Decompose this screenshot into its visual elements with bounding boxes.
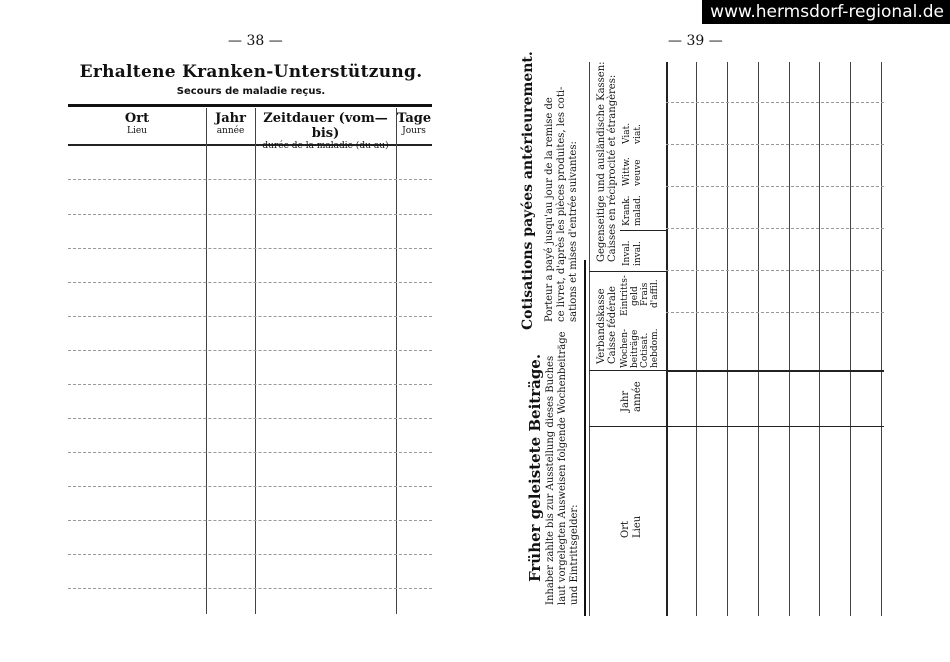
verband-eintritt-1: Eintritts- bbox=[620, 275, 630, 316]
gegen-col-3-fr: veuve bbox=[633, 159, 643, 186]
verband-wochen-3: Cotisat. bbox=[640, 332, 650, 368]
column-header-tage: Tage Jours bbox=[396, 111, 432, 136]
watermark: www.hermsdorf-regional.de bbox=[702, 0, 950, 24]
intro-text-de-2: laut vorgelegten Ausweisen folgende Wochenbeiträge bbox=[557, 331, 568, 605]
intro-text-fr-2: ce livret, d'après les pièces produites, les coti- bbox=[556, 86, 567, 322]
intro-text-de-3: und Eintrittsgelder: bbox=[569, 504, 580, 605]
gegen-col-2-de: Krank. bbox=[622, 195, 632, 226]
table-row-line bbox=[68, 452, 432, 453]
gegen-col-1-fr: inval. bbox=[633, 241, 643, 266]
table-row-line bbox=[68, 214, 432, 215]
column-header-ort-fr: Lieu bbox=[632, 515, 643, 538]
table-row-line bbox=[68, 418, 432, 419]
gegen-col-2-fr: malad. bbox=[633, 195, 643, 226]
table-row-line bbox=[68, 179, 432, 180]
gegen-col-4-fr: viat. bbox=[633, 124, 643, 144]
gegen-label-de: Gegenseitige und ausländische Kassen: bbox=[596, 61, 607, 262]
intro-text-de-1: Inhaber zahlte bis zur Ausstellung dieses Buches bbox=[545, 355, 556, 605]
gegen-label-fr: Caisses en réciprocité et étrangères: bbox=[607, 74, 618, 262]
gegen-col-1-de: Inval. bbox=[622, 240, 632, 266]
section-title-fr: Cotisations payées antérieurement. bbox=[520, 51, 536, 330]
intro-text-fr-1: Porteur a payé jusqu'au jour de la remise de bbox=[544, 97, 555, 322]
section-title-de: Früher geleistete Beiträge. bbox=[526, 353, 544, 582]
gegen-col-3-de: Wittw. bbox=[622, 157, 632, 186]
section-divider bbox=[584, 260, 586, 616]
verband-label-fr: Caisse fédérale bbox=[607, 286, 618, 364]
table-row-line bbox=[68, 520, 432, 521]
intro-text-fr-3: sations et mises d'entrée suivantes: bbox=[568, 141, 579, 322]
table-row-line bbox=[68, 384, 432, 385]
page-subtitle-left: Secours de maladie reçus. bbox=[176, 86, 326, 97]
gegen-col-4-de: Viat. bbox=[622, 122, 632, 144]
page-title-left: Erhaltene Kranken-Unterstützung. bbox=[79, 62, 423, 82]
page-number-left: — 38 — bbox=[228, 33, 283, 49]
verband-eintritt-4: d'affil. bbox=[650, 279, 660, 308]
verband-label-de: Verbandskasse bbox=[596, 288, 607, 364]
column-header-ort: Ort Lieu bbox=[124, 111, 150, 136]
table-row-line bbox=[68, 282, 432, 283]
verband-wochen-4: hebdom. bbox=[650, 328, 660, 368]
table-row-line bbox=[68, 588, 432, 589]
table-row-line bbox=[68, 248, 432, 249]
verband-eintritt-3: Frais bbox=[640, 282, 650, 306]
table-row-line bbox=[68, 350, 432, 351]
column-header-jahr-fr: année bbox=[632, 381, 643, 412]
column-header-jahr-de: Jahr bbox=[620, 390, 631, 412]
column-header-ort-de: Ort bbox=[620, 521, 631, 538]
verband-wochen-1: Wochen- bbox=[620, 328, 630, 368]
column-header-jahr: Jahr année bbox=[215, 111, 246, 136]
verband-wochen-2: beiträge bbox=[630, 329, 640, 368]
page-number-right: — 39 — bbox=[668, 33, 723, 49]
table-row-line bbox=[68, 316, 432, 317]
table-row-line bbox=[68, 486, 432, 487]
column-header-zeitdauer: Zeitdauer (vom—bis) durée de la maladie (du-au) bbox=[262, 111, 389, 151]
table-row-line bbox=[68, 554, 432, 555]
sick-benefit-table bbox=[68, 104, 432, 614]
verband-eintritt-2: geld bbox=[630, 286, 640, 306]
